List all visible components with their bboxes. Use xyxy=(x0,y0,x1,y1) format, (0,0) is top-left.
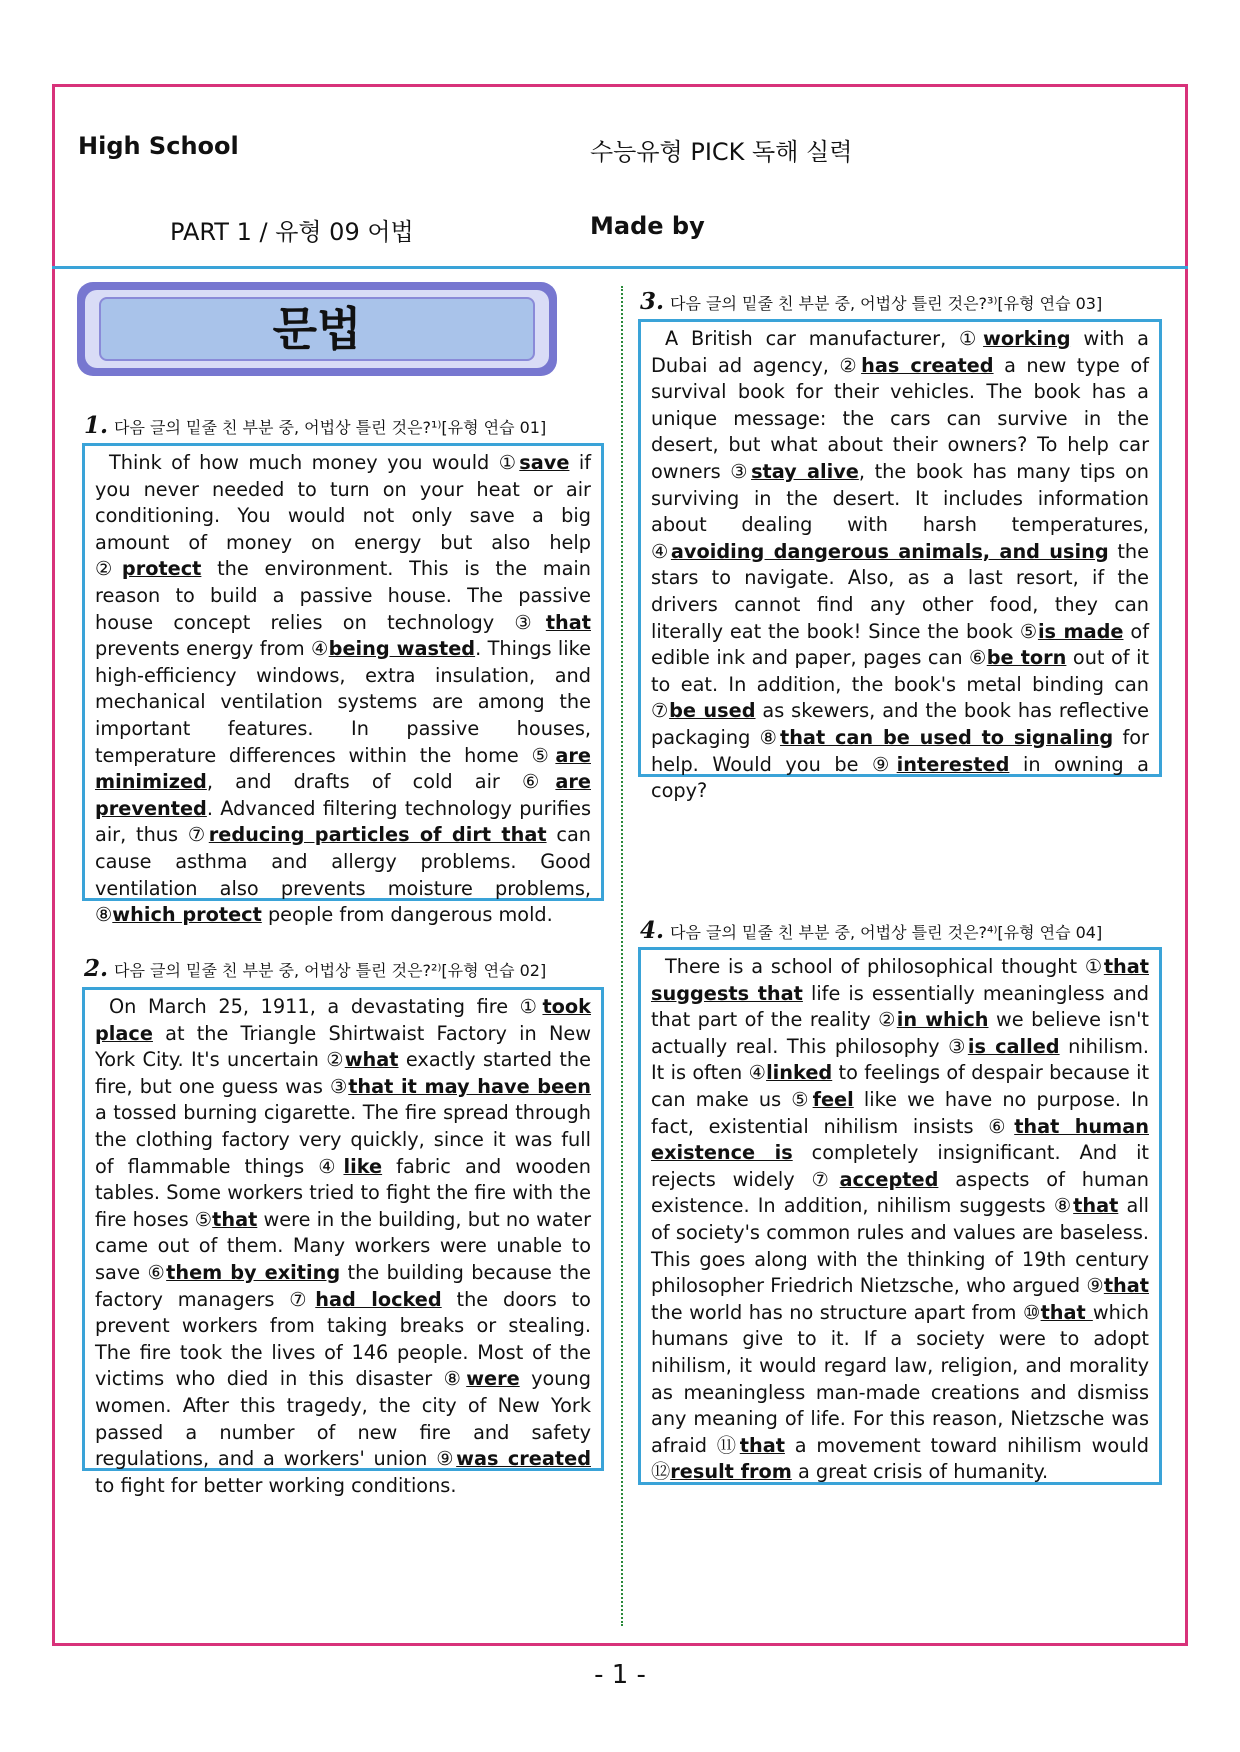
underlined-choice: that can be used to signaling xyxy=(779,725,1114,749)
question-number: 3. xyxy=(640,288,665,315)
underlined-choice: is made xyxy=(1037,619,1124,643)
underlined-choice: are minimized xyxy=(95,743,591,794)
section-title-box xyxy=(77,282,557,376)
underlined-choice: accepted xyxy=(839,1167,939,1191)
underlined-choice: save xyxy=(519,451,570,474)
underlined-choice: is called xyxy=(967,1034,1060,1058)
underlined-choice: what xyxy=(344,1048,399,1072)
question-prompt: 다음 글의 밑줄 친 부분 중, 어법상 틀린 것은?⁴⁾[유형 연습 04] xyxy=(670,923,1103,942)
question-4-heading xyxy=(640,917,1102,944)
underlined-choice: that xyxy=(212,1207,258,1231)
underlined-choice: be torn xyxy=(986,646,1067,670)
question-prompt: 다음 글의 밑줄 친 부분 중, 어법상 틀린 것은?³⁾[유형 연습 03] xyxy=(670,294,1103,313)
page-number: - 1 - xyxy=(594,1660,646,1690)
question-prompt: 다음 글의 밑줄 친 부분 중, 어법상 틀린 것은?²⁾[유형 연습 02] xyxy=(114,961,547,980)
question-2-passage xyxy=(82,987,604,1497)
underlined-choice: has created xyxy=(861,353,994,377)
question-2-heading xyxy=(84,955,546,982)
made-by-label: Made by xyxy=(590,212,705,240)
question-number: 1. xyxy=(84,412,109,439)
underlined-choice: them by exiting xyxy=(166,1260,341,1284)
question-number: 2. xyxy=(84,955,109,982)
underlined-choice: that xyxy=(1103,1274,1149,1298)
question-prompt: 다음 글의 밑줄 친 부분 중, 어법상 틀린 것은?¹⁾[유형 연습 01] xyxy=(114,418,547,437)
underlined-choice: that xyxy=(739,1433,785,1457)
underlined-choice: in which xyxy=(896,1008,989,1032)
underlined-choice: was created xyxy=(456,1447,591,1471)
underlined-choice: that xyxy=(545,610,591,634)
question-1-heading xyxy=(84,412,546,439)
passage-text: There is a school of philosophical thought ①that suggests that life is essentially meaningless and that part of the reality ②in which we believe isn't actually real. This philosophy ③is called nihilism. It is often ④linked to feelings of despair because it can make us ⑤feel like we have no purpose. In fact, existential nihilism insists ⑥that human existence is completely insignificant. And it rejects widely ⑦accepted aspects of human existence. In addition, nihilism suggests ⑧that all of society's common rules and values are baseless. This goes along with the thinking of 19th century philosopher Friedrich Nietzsche, who argued ⑨that the world has no structure apart from ⑩that which humans give to it. If a society were to adopt nihilism, it would regard law, religion, and morality as meaningless man-made creations and dismiss any meaning of life. For this reason, Nietzsche was afraid ⑪that a movement toward nihilism would ⑫result from a great crisis of humanity. xyxy=(651,955,1150,1484)
passage-text: On March 25, 1911, a devastating fire ①took place at the Triangle Shirtwaist Factory in New York City. It's uncertain ②what exactly started the fire, but one guess was ③that it may have been a tossed burning cigarette. The fire spread through the clothing factory very quickly, since it was full of flammable things ④like fabric and wooden tables. Some workers tried to fight the fire with the fire hoses ⑤that were in the building, but no water came out of them. Many workers were unable to save ⑥them by exiting the building because the factory managers ⑦had locked the doors to prevent workers from taking breaks or stealing. The fire took the lives of 146 people. Most of the victims who died in this disaster ⑧were young women. After this tragedy, the city of New York passed a number of new fire and safety regulations, and a workers' union ⑨was created to fight for better working conditions. xyxy=(95,995,592,1497)
underlined-choice: are prevented xyxy=(95,770,591,820)
underlined-choice: feel xyxy=(812,1087,854,1111)
underlined-choice: that xyxy=(1073,1194,1119,1218)
header-divider xyxy=(52,266,1188,269)
underlined-choice: that human existence is xyxy=(651,1114,1149,1165)
question-3-passage xyxy=(638,319,1162,803)
underlined-choice: stay alive xyxy=(751,459,859,483)
question-3-heading xyxy=(640,288,1102,315)
section-title: 문법 xyxy=(99,297,535,361)
question-4-passage xyxy=(638,947,1162,1485)
passage-text: A British car manufacturer, ①working with a Dubai ad agency, ②has created a new type of survival book for their vehicles. The book has a unique message: the cars can survive in the desert, but what about their owners? To help car owners ③stay alive, the book has many tips on surviving in the desert. It includes information about dealing with harsh temperatures, ④avoiding dangerous animals, and using the stars to navigate. Also, as a last resort, if the drivers cannot find any other food, they can literally eat the book! Since the book ⑤is made of edible ink and paper, pages can ⑥be torn out of it to eat. In addition, the book's metal binding can ⑦be used as skewers, and the book has reflective packaging ⑧that can be used to signaling for help. Would you be ⑨interested in owning a copy? xyxy=(651,327,1149,803)
part-label: PART 1 / 유형 09 어법 xyxy=(170,218,414,246)
school-label: High School xyxy=(78,132,239,160)
underlined-choice: be used xyxy=(669,699,756,723)
underlined-choice: reducing particles of dirt that xyxy=(208,823,547,847)
column-divider xyxy=(621,286,623,1626)
underlined-choice: that suggests that xyxy=(651,955,1149,1005)
underlined-choice: that it may have been xyxy=(348,1074,591,1098)
question-number: 4. xyxy=(640,917,665,944)
underlined-choice: avoiding dangerous animals, and using xyxy=(670,539,1109,563)
underlined-choice: result from xyxy=(670,1460,792,1484)
underlined-choice: interested xyxy=(896,752,1010,776)
question-1-passage xyxy=(82,443,604,927)
underlined-choice: were xyxy=(466,1367,520,1391)
underlined-choice: protect xyxy=(121,557,202,581)
underlined-choice: working xyxy=(983,327,1071,350)
series-title: 수능유형 PICK 독해 실력 xyxy=(590,138,853,166)
underlined-choice: took place xyxy=(95,995,591,1045)
underlined-choice: being wasted xyxy=(328,637,476,661)
underlined-choice: had locked xyxy=(315,1287,442,1311)
underlined-choice: that xyxy=(1040,1300,1093,1324)
underlined-choice: which protect xyxy=(112,903,262,927)
underlined-choice: like xyxy=(343,1154,383,1178)
underlined-choice: linked xyxy=(766,1061,833,1085)
passage-text: Think of how much money you would ①save if you never needed to turn on your heat or air conditioning. You would not only save a big amount of money on energy but also help ②protect the environment. This is the main reason to build a passive house. The passive house concept relies on technology ③that prevents energy from ④being wasted. Things like high-efficiency windows, extra insulation, and mechanical ventilation systems are among the important features. In passive houses, temperature differences within the home ⑤are minimized, and drafts of cold air ⑥are prevented. Advanced filtering technology purifies air, thus ⑦reducing particles of dirt that can cause asthma and allergy problems. Good ventilation also prevents moisture problems, ⑧which protect people from dangerous mold. xyxy=(95,451,591,927)
